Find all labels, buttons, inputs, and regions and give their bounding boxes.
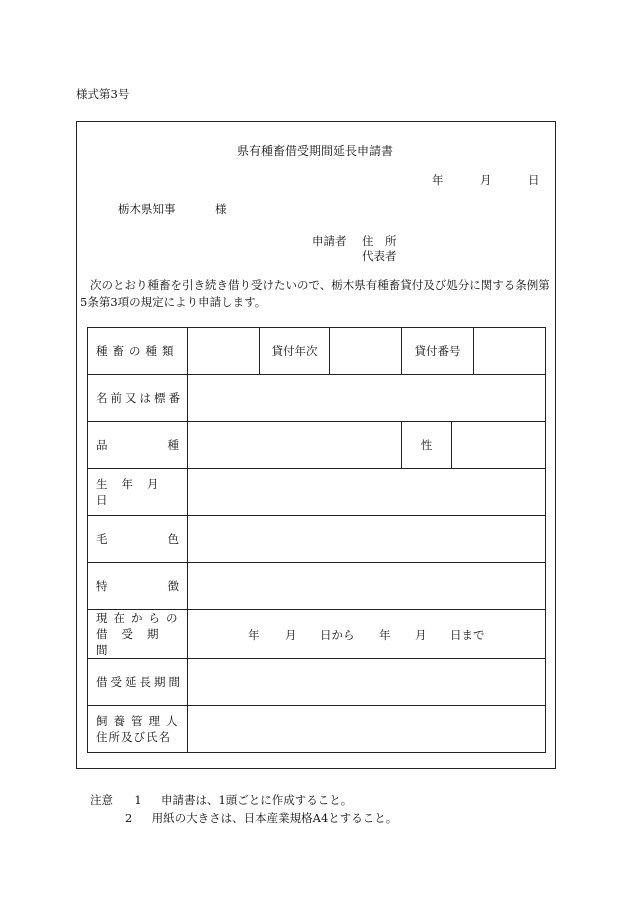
label-text: 借受延長期間 — [96, 675, 183, 689]
date-day-label: 日 — [528, 173, 540, 187]
current-period-field[interactable] — [188, 610, 546, 659]
features-field[interactable] — [188, 563, 546, 610]
period-day-1: 日から — [320, 628, 355, 642]
representative-label: 代表者 — [362, 249, 397, 263]
period-year-2: 年 — [379, 628, 391, 642]
row-caretaker — [88, 706, 546, 753]
applicant-label: 申請者 — [312, 234, 347, 248]
row-livestock-type — [88, 328, 546, 375]
coat-color-field[interactable] — [188, 516, 546, 563]
row-name — [88, 375, 546, 422]
label-caretaker — [88, 706, 188, 753]
label-text: 品 — [96, 438, 108, 452]
application-table — [87, 327, 546, 753]
date-year-label: 年 — [432, 173, 444, 187]
birthdate-field[interactable] — [188, 469, 546, 516]
spread-label — [88, 343, 187, 359]
label-extension-period — [88, 659, 188, 706]
spread-label — [88, 578, 187, 594]
lend-number-field[interactable] — [474, 328, 546, 375]
extension-period-field[interactable] — [188, 659, 546, 706]
lend-year-field[interactable] — [330, 328, 402, 375]
period-text — [188, 611, 545, 657]
period-month-1: 月 — [285, 628, 297, 642]
label-lend-year: 貸付年次 — [260, 328, 330, 375]
label-line-1: 現在からの — [96, 611, 184, 625]
label-name — [88, 375, 188, 422]
livestock-type-field[interactable] — [188, 328, 260, 375]
label-text: 徴 — [167, 579, 179, 593]
label-current-period — [88, 610, 188, 659]
note-number: 1 — [134, 793, 142, 807]
address-label: 住 所 — [362, 234, 397, 248]
row-extension-period — [88, 659, 546, 706]
notes-heading: 注意 — [90, 793, 113, 807]
label-livestock-type — [88, 328, 188, 375]
addressee-name: 栃木県知事 — [118, 202, 176, 216]
note-number: 2 — [125, 811, 133, 825]
note-text: 申請書は、1頭ごとに作成すること。 — [160, 793, 353, 807]
addressee-suffix: 様 — [215, 202, 227, 216]
label-lend-number: 貸付番号 — [402, 328, 474, 375]
spread-label — [88, 531, 187, 547]
caretaker-field[interactable] — [188, 706, 546, 753]
label-text: 種畜の種類 — [96, 344, 179, 358]
spread-label — [88, 437, 187, 453]
label-breed — [88, 422, 188, 469]
label-line-2: 住所及び氏名 — [96, 730, 171, 744]
label-text: 種 — [167, 438, 179, 452]
period-day-2: 日まで — [450, 628, 485, 642]
note-text: 用紙の大きさは、日本産業規格A4とすること。 — [151, 811, 398, 825]
label-birthdate — [88, 469, 188, 516]
notes-line-2 — [125, 810, 397, 826]
sex-field[interactable] — [452, 422, 546, 469]
row-current-period — [88, 610, 546, 659]
notes-line-1 — [90, 792, 352, 808]
form-number: 様式第3号 — [76, 87, 130, 101]
label-text: 特 — [96, 579, 108, 593]
row-features — [88, 563, 546, 610]
label-line-2: 借受期間 — [96, 627, 173, 657]
label-text: 生年月日 — [96, 477, 173, 507]
label-text: 名前又は標番 — [96, 391, 183, 405]
row-breed — [88, 422, 546, 469]
label-coat-color — [88, 516, 188, 563]
label-text: 毛 — [96, 532, 108, 546]
label-sex: 性 — [402, 422, 452, 469]
breed-field[interactable] — [188, 422, 402, 469]
label-line-1: 飼養管理人 — [96, 714, 184, 728]
row-coat-color — [88, 516, 546, 563]
application-statement: 次のとおり種畜を引き続き借り受けたいので、栃木県有種畜貸付及び処分に関する条例第5条第3項の規定により申請します。 — [80, 278, 550, 309]
date-month-label: 月 — [480, 173, 492, 187]
name-field[interactable] — [188, 375, 546, 422]
period-year-1: 年 — [248, 628, 260, 642]
row-birthdate — [88, 469, 546, 516]
document-title: 県有種畜借受期間延長申請書 — [236, 144, 393, 158]
label-text: 色 — [167, 532, 179, 546]
label-features — [88, 563, 188, 610]
period-month-2: 月 — [415, 628, 427, 642]
